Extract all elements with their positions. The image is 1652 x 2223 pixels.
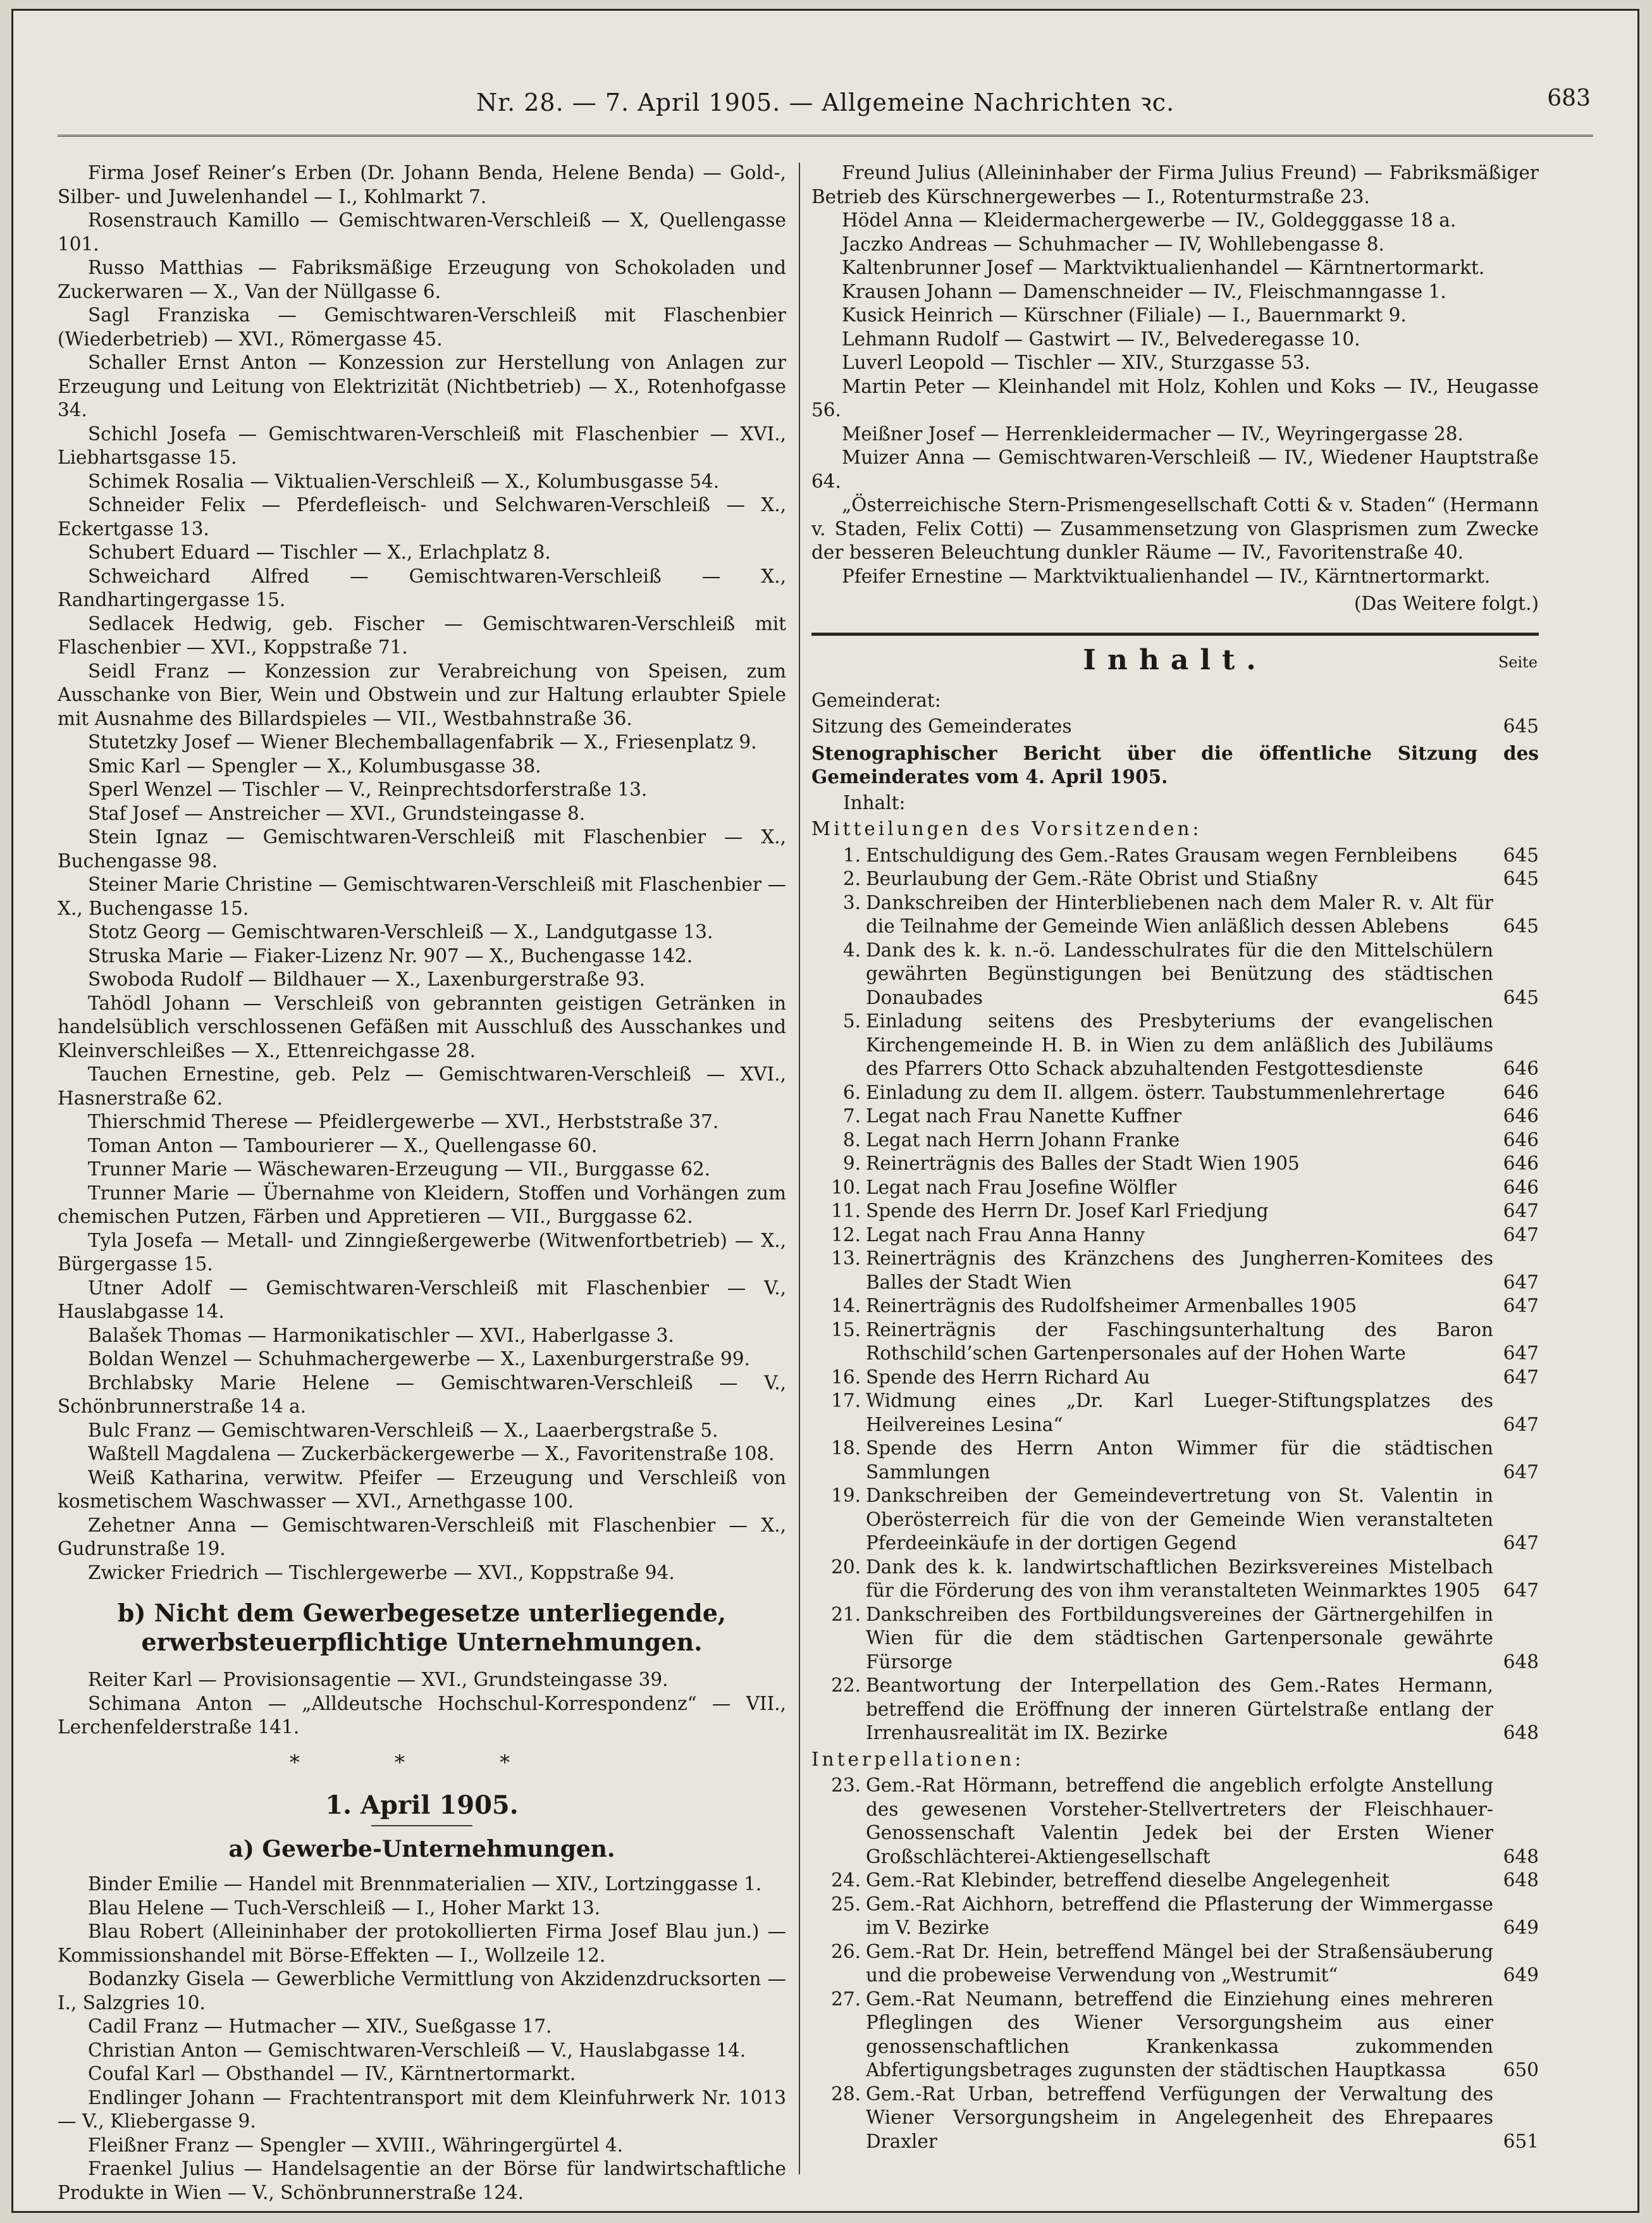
list-entry: Kusick Heinrich — Kürschner (Filiale) — I., Bauernmarkt 9. (842, 304, 1407, 326)
toc-mitteilungen-label: Mitteilungen des Vorsitzenden: (811, 818, 1202, 839)
list-entry: Rosenstrauch Kamillo — Gemischtwaren-Verschleiß — X, Quellengasse 101. (58, 209, 786, 255)
toc-items-list (811, 844, 1539, 1745)
list-entry: Boldan Wenzel — Schuhmachergewerbe — X., Laxenburgerstraße 99. (88, 1348, 750, 1370)
toc-item (811, 891, 1539, 939)
list-entry: Schimek Rosalia — Viktualien-Verschleiß — X., Kolumbusgasse 54. (88, 470, 720, 492)
list-entry: Fleißner Franz — Spengler — XVIII., Währingergürtel 4. (88, 2134, 624, 2156)
toc-item (811, 2083, 1539, 2154)
sub-heading-gewerbe: a) Gewerbe-Unternehmungen. (228, 1835, 615, 1862)
list-entry: Tahödl Johann — Verschleiß von gebrannten geistigen Getränken in handelsüblich verschlossenen Gefäßen mit Ausschluß des Ausschankes und Kleinverschleißes — X., Ettenreichgasse 28. (58, 992, 786, 1062)
toc-item-text: Legat nach Frau Anna Hanny (866, 1223, 1145, 1246)
list-entry: Russo Matthias — Fabriksmäßige Erzeugung von Schokoladen und Zuckerwaren — X., Van der Nüllgasse 6. (58, 257, 786, 302)
list-entry: „Österreichische Stern-Prismengesellschaft Cotti & v. Staden“ (Hermann v. Staden, Felix Cotti) — Zusammensetzung von Glasprismen zum Zwecke der besseren Beleuchtung dunkler Räume — IV., Favoritenstraße 40. (811, 494, 1539, 563)
list-entry: Trunner Marie — Übernahme von Kleidern, Stoffen und Vorhängen zum chemischen Putzen, Färben und Appretieren — VII., Burggasse 62. (58, 1182, 786, 1227)
list-entry: Staf Josef — Anstreicher — XVI., Grundsteingasse 8. (88, 802, 586, 824)
toc-item-text: Dankschreiben der Hinterbliebenen nach dem Maler R. v. Alt für die Teilnahme der Gemeinde Wien anläßlich dessen Ablebens (866, 891, 1493, 937)
toc-title-row (811, 643, 1539, 686)
toc-item-page: 645 (1503, 844, 1539, 866)
toc-item (811, 1152, 1539, 1176)
toc-item-number: 27. (831, 1988, 861, 2010)
list-entry: Meißner Josef — Herrenkleidermacher — IV., Weyringergasse 28. (842, 423, 1464, 445)
toc-item-text: Gem.-Rat Aichhorn, betreffend die Pflasterung der Wimmergasse im V. Bezirke (866, 1893, 1493, 1938)
list-entry: Struska Marie — Fiaker-Lizenz Nr. 907 — X., Buchengasse 142. (88, 944, 693, 967)
right-column (811, 161, 1539, 2153)
toc-item-text: Beantwortung der Interpellation des Gem.-Rates Hermann, betreffend die Eröffnung der inneren Gürtelstraße entlang der Irrenhausrealität im IX. Bezirke (866, 1675, 1493, 1743)
list-entry: Steiner Marie Christine — Gemischtwaren-Verschleiß mit Flaschenbier — X., Buchengasse 15. (58, 874, 786, 919)
toc-item-text: Dank des k. k. landwirtschaftlichen Bezirksvereines Mistelbach für die Förderung des von ihm veranstalteten Weinmarktes 1905 (866, 1556, 1493, 1601)
header-title: Nr. 28. — 7. April 1905. — Allgemeine Nachrichten ꝛc. (476, 89, 1175, 116)
toc-item-page: 646 (1503, 1129, 1539, 1151)
toc-item (811, 1893, 1539, 1940)
list-entry: Brchlabsky Marie Helene — Gemischtwaren-Verschleiß — V., Schönbrunnerstraße 14 a. (58, 1372, 786, 1417)
list-entry: Stein Ignaz — Gemischtwaren-Verschleiß mit Flaschenbier — X., Buchengasse 98. (58, 826, 786, 872)
toc-item-text: Gem.-Rat Urban, betreffend Verfügungen der Verwaltung des Wiener Versorgungsheim in Angelegenheit des Ehrepaares Draxler (866, 2083, 1493, 2152)
list-entry: Schneider Felix — Pferdefleisch- und Selchwaren-Verschleiß — X., Eckertgasse 13. (58, 494, 786, 540)
toc-item-text: Gem.-Rat Klebinder, betreffend dieselbe Angelegenheit (866, 1869, 1390, 1891)
toc-item-text: Dankschreiben des Fortbildungsvereines der Gärtnergehilfen in Wien für die dem städtischen Gartenpersonale gewährte Fürsorge (866, 1603, 1493, 1673)
toc-item-number: 16. (831, 1366, 861, 1388)
toc-item (811, 1247, 1539, 1294)
toc-item (811, 1674, 1539, 1745)
toc-item-text: Einladung seitens des Presbyteriums der evangelischen Kirchengemeinde H. B. in Wien zu dem anläßlich des Jubiläums des Pfarrers Otto Schack abzuhaltenden Festgottesdienste (866, 1010, 1493, 1079)
toc-item-page: 645 (1503, 915, 1539, 937)
toc-item (811, 1940, 1539, 1988)
list-entry: Christian Anton — Gemischtwaren-Verschleiß — V., Hauslabgasse 14. (88, 2039, 746, 2061)
column-divider (799, 163, 800, 2174)
toc-item (811, 1223, 1539, 1248)
toc-item (811, 1294, 1539, 1318)
toc-title: Inhalt. (1083, 643, 1267, 676)
list-entry: Martin Peter — Kleinhandel mit Holz, Kohlen und Koks — IV., Heugasse 56. (811, 375, 1539, 421)
list-entry: Smic Karl — Spengler — X., Kolumbusgasse 38. (88, 755, 541, 777)
list-entry: Stotz Georg — Gemischtwaren-Verschleiß — X., Landgutgasse 13. (88, 921, 713, 943)
list-entry: Waßtell Magdalena — Zuckerbäckergewerbe — X., Favoritenstraße 108. (88, 1443, 775, 1464)
toc-item (811, 1988, 1539, 2083)
toc-item-page: 647 (1503, 1413, 1539, 1435)
toc-item-page: 647 (1503, 1366, 1539, 1388)
toc-item-number: 11. (831, 1200, 861, 1222)
list-entry: Tyla Josefa — Metall- und Zinngießergewerbe (Witwenfortbetrieb) — X., Bürgergasse 15. (58, 1229, 786, 1275)
toc-item-page: 649 (1503, 1964, 1539, 1986)
toc-item-page: 651 (1503, 2130, 1539, 2152)
toc-item-text: Spende des Herrn Anton Wimmer für die städtischen Sammlungen (866, 1437, 1493, 1483)
list-entry: Toman Anton — Tambourierer — X., Quellengasse 60. (88, 1134, 598, 1156)
toc-item-page: 647 (1503, 1200, 1539, 1222)
toc-item-text: Spende des Herrn Dr. Josef Karl Friedjung (866, 1200, 1269, 1222)
toc-item-number: 1. (842, 844, 861, 866)
toc-item-number: 3. (842, 891, 861, 913)
list-entry: Sagl Franziska — Gemischtwaren-Verschleiß mit Flaschenbier (Wiederbetrieb) — XVI., Römergasse 45. (58, 304, 786, 350)
toc-item (811, 1318, 1539, 1366)
entries-list-a (58, 161, 786, 1585)
toc-item-number: 8. (842, 1129, 861, 1151)
toc-item-number: 7. (842, 1105, 861, 1127)
section-stars: * * * (289, 1750, 555, 1774)
toc-item-number: 10. (831, 1176, 861, 1198)
toc-gemeinderat-label: Gemeinderat: (811, 689, 941, 711)
list-entry: Lehmann Rudolf — Gastwirt — IV., Belvederegasse 10. (842, 328, 1360, 350)
list-entry: Muizer Anna — Gemischtwaren-Verschleiß — IV., Wiedener Hauptstraße 64. (811, 447, 1539, 492)
toc-item-page: 646 (1503, 1058, 1539, 1079)
toc-item-page: 647 (1503, 1580, 1539, 1601)
newspaper-page (11, 9, 1639, 2213)
toc-item-page: 648 (1503, 1650, 1539, 1673)
list-entry: Stutetzky Josef — Wiener Blechemballagenfabrik — X., Friesenplatz 9. (88, 731, 757, 753)
toc-item-page: 645 (1503, 986, 1539, 1008)
list-entry: Hödel Anna — Kleidermachergewerbe — IV., Goldegggasse 18 a. (842, 209, 1457, 231)
toc-item-text: Entschuldigung des Gem.-Rates Grausam wegen Fernbleibens (866, 844, 1458, 866)
toc-item-page: 646 (1503, 1105, 1539, 1127)
list-entry: Jaczko Andreas — Schuhmacher — IV, Wohllebengasse 8. (842, 233, 1384, 255)
list-entry: Endlinger Johann — Frachtentransport mit dem Kleinfuhrwerk Nr. 1013 — V., Kliebergasse 9. (58, 2086, 786, 2132)
toc-item-page: 647 (1503, 1342, 1539, 1364)
toc-sitzung-page: 645 (1503, 715, 1539, 737)
toc-item-text: Legat nach Frau Nanette Kuffner (866, 1105, 1182, 1127)
list-entry: Bodanzky Gisela — Gewerbliche Vermittlung von Akzidenzdrucksorten — I., Salzgries 10. (58, 1968, 786, 2014)
toc-item-text: Reinerträgnis der Faschingsunterhaltung des Baron Rothschild’schen Gartenpersonales auf der Hohen Warte (866, 1318, 1493, 1364)
toc-item-number: 2. (842, 868, 861, 889)
toc-item-page: 647 (1503, 1461, 1539, 1483)
list-entry: Zwicker Friedrich — Tischlergewerbe — XVI., Koppstraße 94. (88, 1561, 675, 1583)
date-heading-rule (371, 1825, 472, 1826)
toc-item-number: 19. (831, 1485, 861, 1506)
list-entry: Sedlacek Hedwig, geb. Fischer — Gemischtwaren-Verschleiß mit Flaschenbier — XVI., Koppstraße 71. (58, 612, 786, 658)
toc-item-text: Legat nach Herrn Johann Franke (866, 1129, 1180, 1151)
toc-items-list-2 (811, 1774, 1539, 2153)
toc-item-number: 24. (831, 1869, 861, 1891)
list-entry: Bulc Franz — Gemischtwaren-Verschleiß — X., Laaerbergstraße 5. (88, 1419, 718, 1441)
toc-item-page: 648 (1503, 1722, 1539, 1743)
toc-item-text: Reinerträgnis des Kränzchens des Jungherren-Komitees des Balles der Stadt Wien (866, 1248, 1493, 1293)
toc-sitzung-text: Sitzung des Gemeinderates (811, 715, 1072, 737)
entries-list-c (58, 1873, 786, 2205)
toc-item-text: Widmung eines „Dr. Karl Lueger-Stiftungsplatzes des Heilvereines Lesina“ (866, 1390, 1493, 1435)
list-entry: Kaltenbrunner Josef — Marktviktualienhandel — Kärntnertormarkt. (842, 257, 1485, 278)
toc-item (811, 1105, 1539, 1129)
toc-item (811, 1129, 1539, 1153)
entries-list-right (811, 161, 1539, 588)
toc-item-number: 12. (831, 1223, 861, 1246)
toc-item-number: 18. (831, 1437, 861, 1459)
toc-item-page: 647 (1503, 1295, 1539, 1316)
list-entry: Utner Adolf — Gemischtwaren-Verschleiß mit Flaschenbier — V., Hauslabgasse 14. (58, 1277, 786, 1322)
toc-item-page: 650 (1503, 2059, 1539, 2081)
toc-item (811, 1437, 1539, 1484)
left-column (58, 161, 786, 2205)
toc-item (811, 1774, 1539, 1869)
list-entry: Blau Helene — Tuch-Verschleiß — I., Hoher Markt 13. (88, 1897, 601, 1919)
page-number: 683 (1547, 85, 1591, 111)
entries-list-b (58, 1668, 786, 1740)
list-entry: Krausen Johann — Damenschneider — IV., Fleischmanngasse 1. (842, 280, 1446, 302)
toc-item-text: Einladung zu dem II. allgem. österr. Taubstummenlehrertage (866, 1081, 1445, 1103)
list-entry: Freund Julius (Alleininhaber der Firma Julius Freund) — Fabriksmäßiger Betrieb des Kürschnergewerbes — I., Rotenturmstraße 23. (811, 162, 1539, 207)
toc-item-number: 22. (831, 1675, 861, 1696)
toc-item-number: 23. (831, 1774, 861, 1796)
toc-item (811, 1556, 1539, 1603)
toc-item-text: Gem.-Rat Dr. Hein, betreffend Mängel bei der Straßensäuberung und die probeweise Verwendung von „Westrumit“ (866, 1940, 1493, 1986)
toc-item-number: 5. (842, 1010, 861, 1032)
list-entry: Schimana Anton — „Alldeutsche Hochschul-Korrespondenz“ — VII., Lerchenfelderstraße 141. (58, 1692, 786, 1738)
section-b-heading: b) Nicht dem Gewerbegesetze unterliegende, erwerbsteuerpflichtige Unternehmungen. (117, 1599, 727, 1656)
toc-item (811, 1389, 1539, 1437)
list-entry: Luverl Leopold — Tischler — XIV., Sturzgasse 53. (842, 352, 1310, 373)
toc-item (811, 844, 1539, 868)
list-entry: Schaller Ernst Anton — Konzession zur Herstellung von Anlagen zur Erzeugung und Leitung von Elektrizität (Nichtbetrieb) — X., Rotenhofgasse 34. (58, 352, 786, 421)
list-entry: Reiter Karl — Provisionsagentie — XVI., Grundsteingasse 39. (88, 1669, 669, 1690)
list-entry: Blau Robert (Alleininhaber der protokollierten Firma Josef Blau jun.) — Kommissionshandel mit Börse-Effekten — I., Wollzeile 12. (58, 1921, 786, 1966)
toc-item-text: Legat nach Frau Josefine Wölfler (866, 1176, 1177, 1198)
toc-item-text: Spende des Herrn Richard Au (866, 1366, 1150, 1388)
toc-item-text: Beurlaubung der Gem.-Räte Obrist und Stiaßny (866, 868, 1318, 889)
list-entry: Cadil Franz — Hutmacher — XIV., Sueßgasse 17. (88, 2016, 552, 2037)
toc-interpellationen-label: Interpellationen: (811, 1748, 1025, 1770)
toc-item-number: 15. (831, 1318, 861, 1341)
toc-item-page: 648 (1503, 1845, 1539, 1867)
list-entry: Weiß Katharina, verwitw. Pfeifer — Erzeugung und Verschleiß von kosmetischem Waschwasser — XVI., Arnethgasse 100. (58, 1466, 786, 1512)
list-entry: Binder Emilie — Handel mit Brennmaterialien — XIV., Lortzinggasse 1. (88, 1873, 762, 1895)
toc-item-number: 21. (831, 1603, 861, 1625)
toc-item-page: 645 (1503, 868, 1539, 889)
list-entry: Zehetner Anna — Gemischtwaren-Verschleiß mit Flaschenbier — X., Gudrunstraße 19. (58, 1514, 786, 1559)
toc-seite-label: Seite (1498, 653, 1538, 671)
toc-item-text: Reinerträgnis des Rudolfsheimer Armenballes 1905 (866, 1295, 1357, 1316)
toc-item-number: 4. (842, 939, 861, 961)
toc-item-page: 649 (1503, 1917, 1539, 1938)
toc-item-number: 20. (831, 1556, 861, 1578)
list-entry: Seidl Franz — Konzession zur Verabreichung von Speisen, zum Ausschanke von Bier, Wein und Obstwein und zur Haltung erlaubter Spiele mit Ausnahme des Billardspieles — VII., Westbahnstraße 36. (58, 660, 786, 729)
toc-item (811, 939, 1539, 1010)
toc-item-page: 646 (1503, 1153, 1539, 1174)
toc-inhalt-label: Inhalt: (843, 791, 906, 814)
toc-item (811, 1199, 1539, 1223)
toc-item-number: 13. (831, 1248, 861, 1269)
list-entry: Fraenkel Julius — Handelsagentie an der Börse für landwirtschaftliche Produkte in Wien — V., Schönbrunnerstraße 124. (58, 2158, 786, 2203)
list-entry: Thierschmid Therese — Pfeidlergewerbe — XVI., Herbststraße 37. (88, 1111, 719, 1132)
toc-item-number: 25. (831, 1893, 861, 1915)
toc-item-number: 9. (842, 1153, 861, 1174)
list-entry: Firma Josef Reiner’s Erben (Dr. Johann Benda, Helene Benda) — Gold-, Silber- und Juwelenhandel — I., Kohlmarkt 7. (58, 162, 786, 207)
toc-item-number: 28. (831, 2083, 861, 2105)
list-entry: Tauchen Ernestine, geb. Pelz — Gemischtwaren-Verschleiß — XVI., Hasnerstraße 62. (58, 1063, 786, 1109)
toc-item (811, 1366, 1539, 1390)
list-entry: Pfeifer Ernestine — Marktviktualienhandel — IV., Kärntnertormarkt. (842, 565, 1491, 587)
toc-item-number: 26. (831, 1940, 861, 1962)
header-rule (58, 135, 1593, 137)
toc-item-text: Reinerträgnis des Balles der Stadt Wien 1905 (866, 1153, 1300, 1174)
toc-item-text: Gem.-Rat Neumann, betreffend die Einziehung eines mehreren Pfleglingen des Wiener Versorgungsheim aus einer genossenschaftlichen Krankenkassa zukommenden Abfertigungsbetrages zugunsten der städtischen Hauptkassa (866, 1988, 1493, 2081)
list-entry: Sperl Wenzel — Tischler — V., Reinprechtsdorferstraße 13. (88, 779, 648, 800)
toc-item-page: 647 (1503, 1271, 1539, 1293)
toc-item (811, 1484, 1539, 1556)
list-entry: Schubert Eduard — Tischler — X., Erlachplatz 8. (88, 542, 551, 563)
toc-item (811, 1081, 1539, 1105)
toc-rule (811, 633, 1539, 636)
toc-item (811, 1603, 1539, 1675)
toc-item-number: 14. (831, 1295, 861, 1316)
list-entry: Schweichard Alfred — Gemischtwaren-Verschleiß — X., Randhartingergasse 15. (58, 565, 786, 610)
continued-note: (Das Weitere folgt.) (1353, 593, 1539, 614)
toc-item (811, 1869, 1539, 1893)
toc-item (811, 867, 1539, 891)
list-entry: Swoboda Rudolf — Bildhauer — X., Laxenburgerstraße 93. (88, 969, 645, 990)
toc-item (811, 1176, 1539, 1200)
list-entry: Schichl Josefa — Gemischtwaren-Verschleiß mit Flaschenbier — XVI., Liebhartsgasse 15. (58, 423, 786, 468)
toc-item-number: 6. (842, 1081, 861, 1103)
toc-item-text: Gem.-Rat Hörmann, betreffend die angeblich erfolgte Anstellung des gewesenen Vorsteher-Stellvertreters der Fleischhauer-Genossenschaft Valentin Jedek bei der Ersten Wiener Großschlächterei-Aktiengesellschaft (866, 1774, 1493, 1867)
page-header (58, 85, 1593, 123)
toc-item-page: 647 (1503, 1223, 1539, 1246)
toc-item-page: 648 (1503, 1869, 1539, 1891)
toc-item-page: 647 (1503, 1532, 1539, 1554)
toc-item-number: 17. (831, 1390, 861, 1411)
toc-item (811, 1010, 1539, 1081)
toc-item-page: 646 (1503, 1176, 1539, 1198)
toc-bericht-heading: Stenographischer Bericht über die öffentliche Sitzung des Gemeinderates vom 4. April 1905. (811, 741, 1539, 788)
toc-item-text: Dankschreiben der Gemeindevertretung von St. Valentin in Oberösterreich für die von der Gemeinde Wien veranstalteten Pferdeeinkäufe in der dortigen Gegend (866, 1485, 1493, 1554)
list-entry: Balašek Thomas — Harmonikatischler — XVI., Haberlgasse 3. (88, 1324, 674, 1346)
list-entry: Trunner Marie — Wäschewaren-Erzeugung — VII., Burggasse 62. (88, 1158, 711, 1180)
list-entry: Coufal Karl — Obsthandel — IV., Kärntnertormarkt. (88, 2063, 576, 2084)
toc-item-text: Dank des k. k. n.-ö. Landesschulrates für die den Mittelschülern gewährten Begünstigungen bei Benützung des städtischen Donaubades (866, 939, 1493, 1008)
toc-sitzung-line (811, 715, 1539, 739)
date-heading: 1. April 1905. (325, 1790, 519, 1820)
toc-item-page: 646 (1503, 1081, 1539, 1103)
